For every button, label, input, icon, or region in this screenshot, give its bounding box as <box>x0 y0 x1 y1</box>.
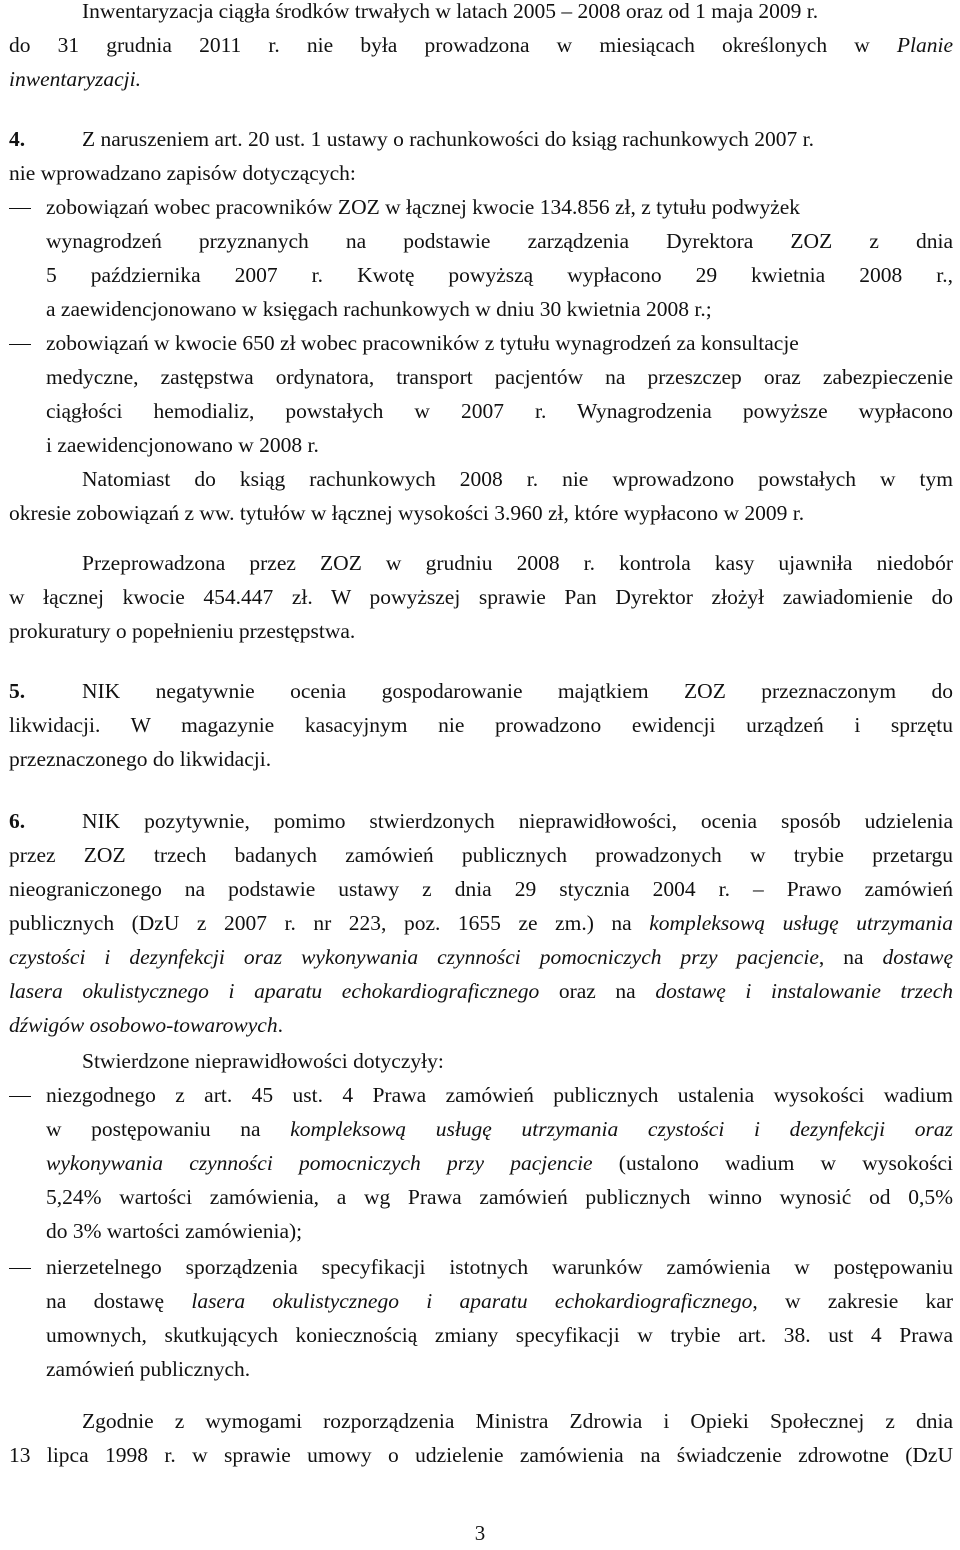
text-line: na dostawę lasera okulistycznego i aparatu echokardiograficznego, w zakresie kar <box>46 1289 953 1313</box>
section-number: 4. <box>9 127 26 151</box>
text-line: NIK pozytywnie, pomimo stwierdzonych nieprawidłowości, ocenia sposób udzielenia <box>82 809 953 833</box>
text-line: Zgodnie z wymogami rozporządzenia Ministra Zdrowia i Opieki Społecznej z dnia <box>82 1409 953 1433</box>
text-line: inwentaryzacji. <box>9 67 141 91</box>
text-line: ciągłości hemodializ, powstałych w 2007 r. Wynagrodzenia powyższe wypłacono <box>46 399 953 423</box>
section-number: 5. <box>9 679 26 703</box>
text-line: Stwierdzone nieprawidłowości dotyczyły: <box>82 1049 444 1073</box>
text-line: prokuratury o popełnieniu przestępstwa. <box>9 619 356 643</box>
text-line: czystości i dezynfekcji oraz wykonywania czynności pomocniczych przy pacjencie, na dostawę <box>9 945 953 969</box>
text-line: likwidacji. W magazynie kasacyjnym nie prowadzono ewidencji urządzeń i sprzętu <box>9 713 953 737</box>
text-line: wykonywania czynności pomocniczych przy pacjencie (ustalono wadium w wysokości <box>46 1151 953 1175</box>
text-line: publicznych (DzU z 2007 r. nr 223, poz. 1655 ze zm.) na kompleksową usługę utrzymania <box>9 911 953 935</box>
text-line: zamówień publicznych. <box>46 1357 251 1381</box>
text-line: zobowiązań wobec pracowników ZOZ w łącznej kwocie 134.856 zł, z tytułu podwyżek <box>46 195 801 219</box>
section-number: 6. <box>9 809 26 833</box>
text-line: okresie zobowiązań z ww. tytułów w łącznej wysokości 3.960 zł, które wypłacono w 2009 r. <box>9 501 805 525</box>
text-line: lasera okulistycznego i aparatu echokardiograficznego oraz na dostawę i instalowanie trzech <box>9 979 953 1003</box>
text-line: nierzetelnego sporządzenia specyfikacji istotnych warunków zamówienia w postępowaniu <box>46 1255 953 1279</box>
text-line: dźwigów osobowo-towarowych. <box>9 1013 283 1037</box>
text-line: umownych, skutkujących koniecznością zmiany specyfikacji w trybie art. 38. ust 4 Prawa <box>46 1323 953 1347</box>
text-line: Natomiast do ksiąg rachunkowych 2008 r. nie wprowadzono powstałych w tym <box>82 467 953 491</box>
text-line: NIK negatywnie ocenia gospodarowanie majątkiem ZOZ przeznaczonym do <box>82 679 953 703</box>
text-line: do 31 grudnia 2011 r. nie była prowadzona w miesiącach określonych w Planie <box>9 33 953 57</box>
text-line: w łącznej kwocie 454.447 zł. W powyższej sprawie Pan Dyrektor złożył zawiadomienie do <box>9 585 953 609</box>
text-line: zobowiązań w kwocie 650 zł wobec pracowników z tytułu wynagrodzeń za konsultacje <box>46 331 799 355</box>
text-line: Przeprowadzona przez ZOZ w grudniu 2008 r. kontrola kasy ujawniła niedobór <box>82 551 953 575</box>
bullet-dash <box>9 1268 31 1269</box>
text-line: nieograniczonego na podstawie ustawy z dnia 29 stycznia 2004 r. – Prawo zamówień <box>9 877 953 901</box>
text-line: 13 lipca 1998 r. w sprawie umowy o udzielenie zamówienia na świadczenie zdrowotne (DzU <box>9 1443 953 1467</box>
page-number: 3 <box>474 1521 486 1545</box>
text-line: przeznaczonego do likwidacji. <box>9 747 272 771</box>
text-line: w postępowaniu na kompleksową usługę utrzymania czystości i dezynfekcji oraz <box>46 1117 953 1141</box>
text-line: przez ZOZ trzech badanych zamówień publicznych prowadzonych w trybie przetargu <box>9 843 953 867</box>
bullet-dash <box>9 1096 31 1097</box>
text-line: i zaewidencjonowano w 2008 r. <box>46 433 319 457</box>
text-line: Z naruszeniem art. 20 ust. 1 ustawy o rachunkowości do ksiąg rachunkowych 2007 r. <box>82 127 815 151</box>
text-line: medyczne, zastępstwa ordynatora, transport pacjentów na przeszczep oraz zabezpieczenie <box>46 365 953 389</box>
text-line: a zaewidencjonowano w księgach rachunkowych w dniu 30 kwietnia 2008 r.; <box>46 297 712 321</box>
text-line: nie wprowadzano zapisów dotyczących: <box>9 161 356 185</box>
bullet-dash <box>9 208 31 209</box>
text-line: Inwentaryzacja ciągła środków trwałych w latach 2005 – 2008 oraz od 1 maja 2009 r. <box>82 0 819 23</box>
text-line: wynagrodzeń przyznanych na podstawie zarządzenia Dyrektora ZOZ z dnia <box>46 229 953 253</box>
bullet-dash <box>9 344 31 345</box>
text-line: 5,24% wartości zamówienia, a wg Prawa zamówień publicznych winno wynosić od 0,5% <box>46 1185 953 1209</box>
text-line: 5 października 2007 r. Kwotę powyższą wypłacono 29 kwietnia 2008 r., <box>46 263 953 287</box>
text-line: do 3% wartości zamówienia); <box>46 1219 303 1243</box>
text-line: niezgodnego z art. 45 ust. 4 Prawa zamówień publicznych ustalenia wysokości wadium <box>46 1083 953 1107</box>
